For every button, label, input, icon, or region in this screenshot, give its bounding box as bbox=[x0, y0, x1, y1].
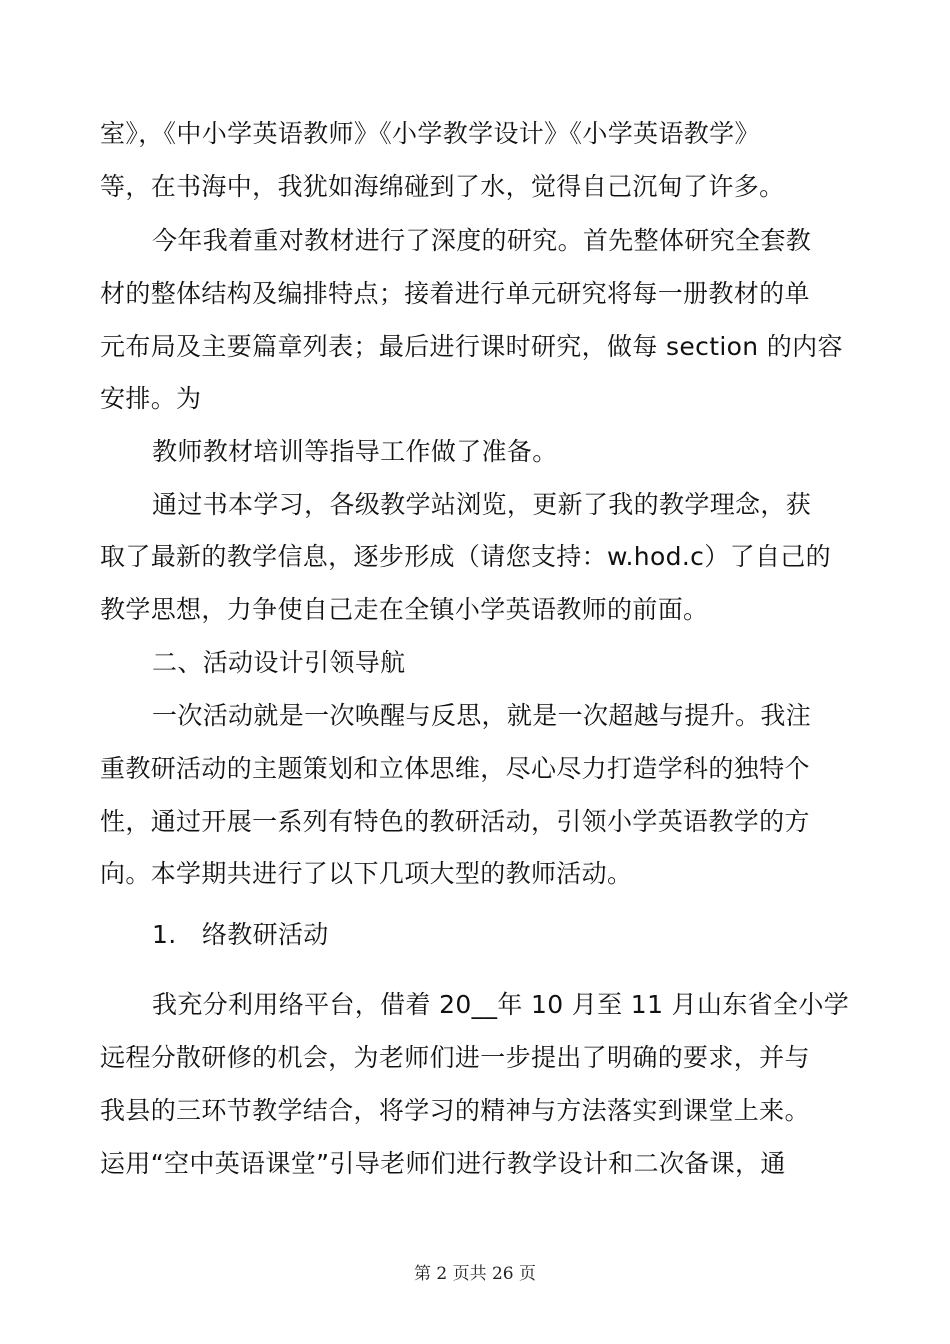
text-line: 材的整体结构及编排特点；接着进行单元研究将每一册教材的单 bbox=[100, 279, 810, 308]
text-line: 安排。为 bbox=[100, 384, 202, 413]
text-line: 通过书本学习，各级教学站浏览，更新了我的教学理念，获 bbox=[152, 490, 812, 519]
section-heading: 二、活动设计引领导航 bbox=[152, 648, 406, 677]
text-line: 重教研活动的主题策划和立体思维，尽心尽力打造学科的独特个 bbox=[100, 754, 810, 783]
text-line: 等，在书海中，我犹如海绵碰到了水，觉得自己沉甸了许多。 bbox=[100, 172, 785, 201]
text-line: 我县的三环节教学结合，将学习的精神与方法落实到课堂上来。 bbox=[100, 1096, 810, 1125]
text-line: 教师教材培训等指导工作做了准备。 bbox=[152, 437, 558, 466]
text-line: 向。本学期共进行了以下几项大型的教师活动。 bbox=[100, 859, 633, 888]
text-line: 教学思想，力争使自己走在全镇小学英语教师的前面。 bbox=[100, 595, 709, 624]
text-line: 今年我着重对教材进行了深度的研究。首先整体研究全套教 bbox=[152, 226, 812, 255]
text-line: 一次活动就是一次唤醒与反思，就是一次超越与提升。我注 bbox=[152, 701, 812, 730]
text-line: 元布局及主要篇章列表；最后进行课时研究，做每 section 的内容 bbox=[100, 332, 843, 361]
text-line: 室》，《中小学英语教师》《小学教学设计》《小学英语教学》 bbox=[100, 119, 760, 148]
page-footer: 第 2 页共 26 页 bbox=[413, 1264, 537, 1284]
text-line: 性，通过开展一系列有特色的教研活动，引领小学英语教学的方 bbox=[100, 807, 810, 836]
text-line: 远程分散研修的机会，为老师们进一步提出了明确的要求，并与 bbox=[100, 1043, 810, 1072]
text-line: 取了最新的教学信息，逐步形成（请您支持：w.hod.c）了自己的 bbox=[100, 542, 832, 571]
numbered-heading: 1. 络教研活动 bbox=[152, 920, 329, 949]
text-line: 运用“空中英语课堂”引导老师们进行教学设计和二次备课，通 bbox=[100, 1149, 786, 1178]
text-line: 我充分利用络平台，借着 20__年 10 月至 11 月山东省全小学 bbox=[152, 990, 850, 1019]
